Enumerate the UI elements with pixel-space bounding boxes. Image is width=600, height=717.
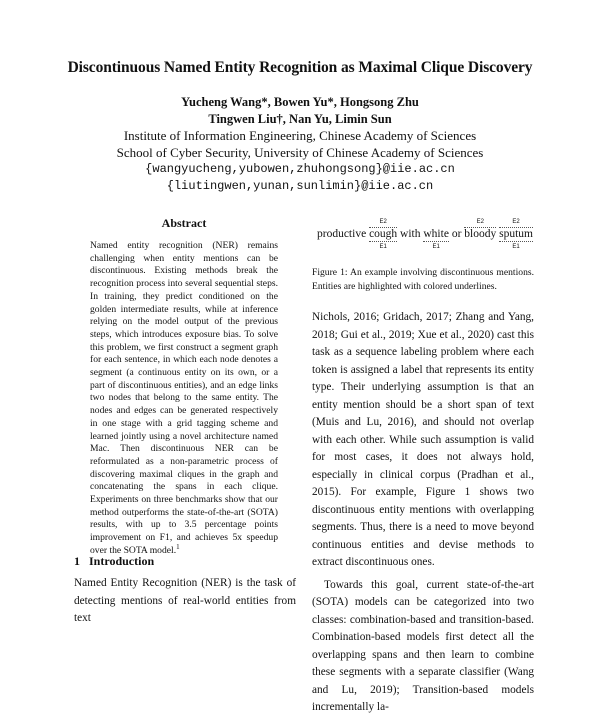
entity-label-e2: E2 <box>379 219 387 225</box>
paragraph-1: Nichols, 2016; Gridach, 2017; Zhang and Yang, 2018; Gui et al., 2019; Xue et al., 2020) cast this task as a sequence labeling problem where each token is assigned a label that represents its entity type. Their underlying assumption is that an entity mention should be a short span of text (Muis and Lu, 2016), and should not overlap with each other. While such assumption is valid for most cases, it does not always hold, especially in clinical corpus (Pradhan et al., 2015). For example, Figure 1 shows two discontinuous entity mentions with overlapping segments. Thus, there is a need to move beyond continuous entities and devise methods to extract discontinuous ones. <box>312 311 534 568</box>
entity-label-e2: E2 <box>512 219 520 225</box>
authors-line-2: Tingwen Liu†, Nan Yu, Limin Sun <box>208 112 392 126</box>
abstract-footnote-mark: 1 <box>176 542 180 551</box>
entity-label-e1: E1 <box>432 244 440 250</box>
entity-label-e2: E2 <box>476 219 484 225</box>
figure-phrase <box>317 219 533 250</box>
section-heading-introduction <box>74 554 154 569</box>
figure-1 <box>312 214 532 254</box>
entity-word-bloody <box>464 219 497 240</box>
affiliation-1: Institute of Information Engineering, Chinese Academy of Sciences <box>123 128 477 143</box>
word-white: white <box>423 228 449 240</box>
entity-word-sputum <box>499 219 533 250</box>
entity-label-e1: E1 <box>512 244 520 250</box>
word-bloody: bloody <box>464 228 497 240</box>
section-title: Introduction <box>89 554 155 568</box>
entity-word-white <box>423 228 449 250</box>
entity-underline-e1 <box>499 241 533 242</box>
word-cough: cough <box>369 228 398 240</box>
entity-underline-e1 <box>369 241 397 242</box>
entity-underline-e2 <box>499 227 533 228</box>
entity-word-cough <box>369 219 398 250</box>
word-with: with <box>400 228 421 240</box>
entity-underline-e2 <box>369 227 397 228</box>
affiliation-2: School of Cyber Security, University of Chinese Academy of Sciences <box>116 145 484 160</box>
entity-label-e1: E1 <box>379 244 387 250</box>
word-sputum: sputum <box>499 228 533 240</box>
entity-underline-e1 <box>423 241 449 242</box>
email-line-2: {liutingwen,yunan,sunlimin}@iie.ac.cn <box>166 179 434 193</box>
word-productive: productive <box>317 228 367 240</box>
email-line-1: {wangyucheng,yubowen,zhuhongsong}@iie.ac.cn <box>145 162 455 176</box>
abstract-heading: Abstract <box>161 216 207 230</box>
paper-title: Discontinuous Named Entity Recognition as Maximal Clique Discovery <box>67 59 533 76</box>
word-or: or <box>451 228 462 240</box>
abstract-text: Named entity recognition (NER) remains challenging when entity mentions can be discontinuous. Existing methods break the recognition process into several sequential steps. In training, they predict conditioned on the golden intermediate results, while at inference relying on the model output of the previous steps, which introduces exposure bias. To solve this problem, we first construct a segment graph for each sentence, in which each node denotes a segment (a continuous entity on its own, or a part of discontinuous entities), and an edge links two nodes that belong to the same entity. The nodes and edges can be generated respectively in one stage with a grid tagging scheme and learned jointly using a novel architecture named Mac. Then discontinuous NER can be reformulated as a non-parametric process of discovering maximal cliques in the graph and concatenating the spans in each clique. Experiments on three benchmarks show that our method outperforms the state-of-the-art (SOTA) results, with up to 3.5 percentage points improvement on F1, and achieves 5x speedup over the SOTA model. <box>90 240 278 556</box>
abstract-body <box>90 240 278 558</box>
right-column <box>312 309 534 717</box>
authors-line-1: Yucheng Wang*, Bowen Yu*, Hongsong Zhu <box>181 95 419 109</box>
introduction-text: Named Entity Recognition (NER) is the task of detecting mentions of real-world entities from text <box>74 577 296 625</box>
entity-underline-e2 <box>464 227 496 228</box>
paragraph-2: Towards this goal, current state-of-the-art (SOTA) models can be categorized into two classes: combination-based and transition-based. Combination-based models first detect all the overlapping spans and then learn to combine these segments with a separate classifier (Wang and Lu, 2019); Transition-based models incrementally la- <box>312 578 534 713</box>
section-number: 1 <box>74 554 80 568</box>
figure-caption: Figure 1: An example involving discontinuous mentions. Entities are highlighted with colored underlines. <box>312 267 534 292</box>
